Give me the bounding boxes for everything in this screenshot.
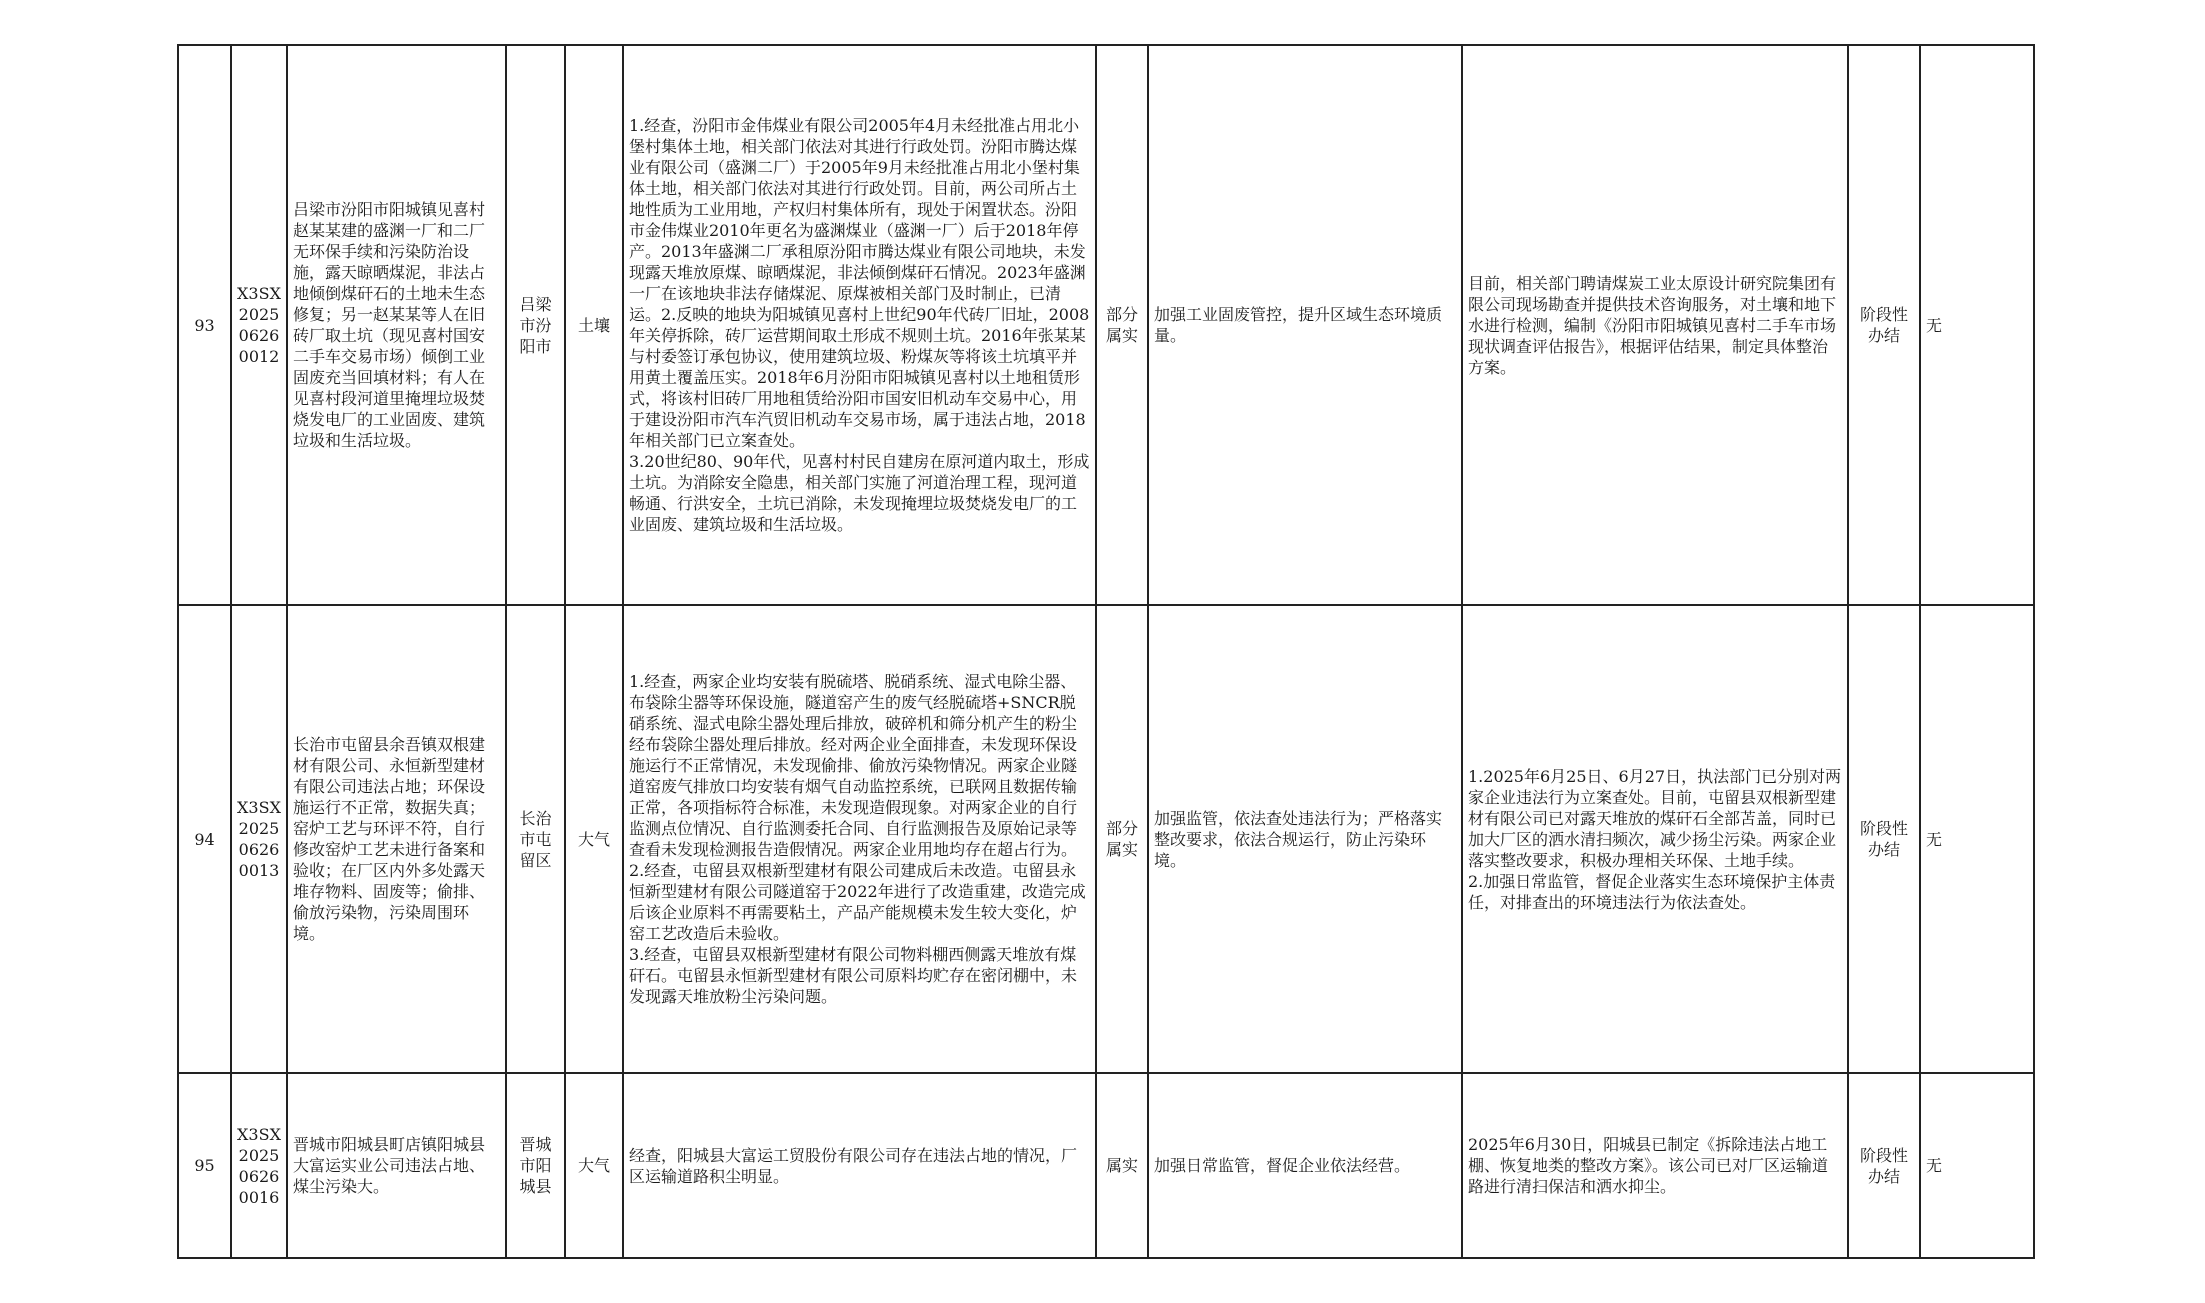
rectification-paragraph: 1.2025年6月25日、6月27日，执法部门已分别对两家企业违法行为立案查处。目前，屯留县双根新型建材有限公司已对露天堆放的煤矸石全部苫盖，同时已加大厂区的洒水清扫频次，减少扬尘污染。两家企业落实整改要求，积极办理相关环保、土地手续。 (1468, 766, 1842, 870)
table-row (178, 605, 2034, 1073)
row-seq: 93 (178, 45, 231, 605)
row-location: 长治市屯留区 (506, 605, 565, 1073)
row-rectification (1462, 45, 1848, 605)
report-table (177, 44, 2035, 1259)
row-status: 阶段性办结 (1848, 605, 1920, 1073)
row-accountability: 无 (1920, 605, 2034, 1073)
row-verdict: 部分属实 (1096, 45, 1148, 605)
finding-paragraph: 2.经查，屯留县双根新型建材有限公司建成后未改造。屯留县永恒新型建材有限公司隧道窑于2022年进行了改造重建，改造完成后该企业原料不再需要粘土，产品产能规模未发生较大变化，炉窑工艺改造后未验收。 (629, 861, 1086, 943)
row-status: 阶段性办结 (1848, 1073, 1920, 1258)
row-issue: 晋城市阳城县町店镇阳城县大富运实业公司违法占地、煤尘污染大。 (287, 1073, 506, 1258)
rectification-paragraph: 2025年6月30日，阳城县已制定《拆除违法占地工棚、恢复地类的整改方案》。该公司已对厂区运输道路进行清扫保洁和洒水抑尘。 (1468, 1135, 1829, 1196)
row-rectification (1462, 605, 1848, 1073)
row-seq: 95 (178, 1073, 231, 1258)
row-rectification (1462, 1073, 1848, 1258)
row-category: 土壤 (565, 45, 623, 605)
row-category: 大气 (565, 605, 623, 1073)
row-location: 晋城市阳城县 (506, 1073, 565, 1258)
finding-paragraph: 3.经查，屯留县双根新型建材有限公司物料棚西侧露天堆放有煤矸石。屯留县永恒新型建材有限公司原料均贮存在密闭棚中，未发现露天堆放粉尘污染问题。 (629, 945, 1078, 1006)
row-findings (623, 1073, 1096, 1258)
row-category: 大气 (565, 1073, 623, 1258)
row-accountability: 无 (1920, 45, 2034, 605)
row-measures: 加强日常监管，督促企业依法经营。 (1148, 1073, 1462, 1258)
finding-paragraph: 1.经查，汾阳市金伟煤业有限公司2005年4月未经批准占用北小堡村集体土地，相关部门依法对其进行行政处罚。汾阳市腾达煤业有限公司（盛渊二厂）于2005年9月未经批准占用北小堡村集体土地，相关部门依法对其进行行政处罚。目前，两公司所占土地性质为工业用地，产权归村集体所有，现处于闲置状态。汾阳市金伟煤业2010年更名为盛渊煤业（盛渊一厂）后于2018年停产。2013年盛渊二厂承租原汾阳市腾达煤业有限公司地块，未发现露天堆放原煤、晾晒煤泥，非法倾倒煤矸石情况。2023年盛渊一厂在该地块非法存储煤泥、原煤被相关部门及时制止，已清运。2.反映的地块为阳城镇见喜村上世纪90年代砖厂旧址，2008年关停拆除，砖厂运营期间取土形成不规则土坑。2016年张某某与村委签订承包协议，使用建筑垃圾、粉煤灰等将该土坑填平并用黄土覆盖压实。2018年6月汾阳市阳城镇见喜村以土地租赁形式，将该村旧砖厂用地租赁给汾阳市国安旧机动车交易中心，用于建设汾阳市汽车汽贸旧机动车交易市场，属于违法占地，2018年相关部门已立案查处。 (629, 116, 1090, 450)
row-code: X3SX202506260012 (231, 45, 287, 605)
finding-paragraph: 经查，阳城县大富运工贸股份有限公司存在违法占地的情况，厂区运输道路积尘明显。 (629, 1145, 1078, 1186)
row-measures: 加强工业固废管控，提升区域生态环境质量。 (1148, 45, 1462, 605)
row-findings (623, 605, 1096, 1073)
row-issue: 吕梁市汾阳市阳城镇见喜村赵某某建的盛渊一厂和二厂无环保手续和污染防治设施，露天晾晒煤泥，非法占地倾倒煤矸石的土地未生态修复；另一赵某某等人在旧砖厂取土坑（现见喜村国安二手车交易市场）倾倒工业固废充当回填材料；有人在见喜村段河道里掩埋垃圾焚烧发电厂的工业固废、建筑垃圾和生活垃圾。 (287, 45, 506, 605)
finding-paragraph: 3.20世纪80、90年代，见喜村村民自建房在原河道内取土，形成土坑。为消除安全隐患，相关部门实施了河道治理工程，现河道畅通、行洪安全，土坑已消除，未发现掩埋垃圾焚烧发电厂的工业固废、建筑垃圾和生活垃圾。 (629, 452, 1090, 534)
table-row (178, 1073, 2034, 1258)
row-measures: 加强监管，依法查处违法行为；严格落实整改要求，依法合规运行，防止污染环境。 (1148, 605, 1462, 1073)
row-verdict: 属实 (1096, 1073, 1148, 1258)
row-issue: 长治市屯留县余吾镇双根建材有限公司、永恒新型建材有限公司违法占地；环保设施运行不正常，数据失真；窑炉工艺与环评不符，自行修改窑炉工艺未进行备案和验收；在厂区内外多处露天堆存物料、固废等；偷排、偷放污染物，污染周围环境。 (287, 605, 506, 1073)
row-code: X3SX202506260013 (231, 605, 287, 1073)
row-status: 阶段性办结 (1848, 45, 1920, 605)
rectification-paragraph: 2.加强日常监管，督促企业落实生态环境保护主体责任，对排查出的环境违法行为依法查处。 (1468, 871, 1836, 912)
row-verdict: 部分属实 (1096, 605, 1148, 1073)
row-location: 吕梁市汾阳市 (506, 45, 565, 605)
row-seq: 94 (178, 605, 231, 1073)
finding-paragraph: 1.经查，两家企业均安装有脱硫塔、脱硝系统、湿式电除尘器、布袋除尘器等环保设施，隧道窑产生的废气经脱硫塔+SNCR脱硝系统、湿式电除尘器处理后排放，破碎机和筛分机产生的粉尘经布袋除尘器处理后排放。经对两企业全面排查，未发现环保设施运行不正常情况，未发现偷排、偷放污染物情况。两家企业隧道窑废气排放口均安装有烟气自动监控系统，已联网且数据传输正常，各项指标符合标准，未发现造假现象。对两家企业的自行监测点位情况、自行监测委托合同、自行监测报告及原始记录等查看未发现检测报告造假情况。两家企业用地均存在超占行为。 (629, 672, 1078, 859)
row-code: X3SX202506260016 (231, 1073, 287, 1258)
row-findings (623, 45, 1096, 605)
table-row (178, 45, 2034, 605)
row-accountability: 无 (1920, 1073, 2034, 1258)
rectification-paragraph: 目前，相关部门聘请煤炭工业太原设计研究院集团有限公司现场勘查并提供技术咨询服务，对土壤和地下水进行检测，编制《汾阳市阳城镇见喜村二手车市场现状调查评估报告》，根据评估结果，制定具体整治方案。 (1468, 273, 1837, 377)
